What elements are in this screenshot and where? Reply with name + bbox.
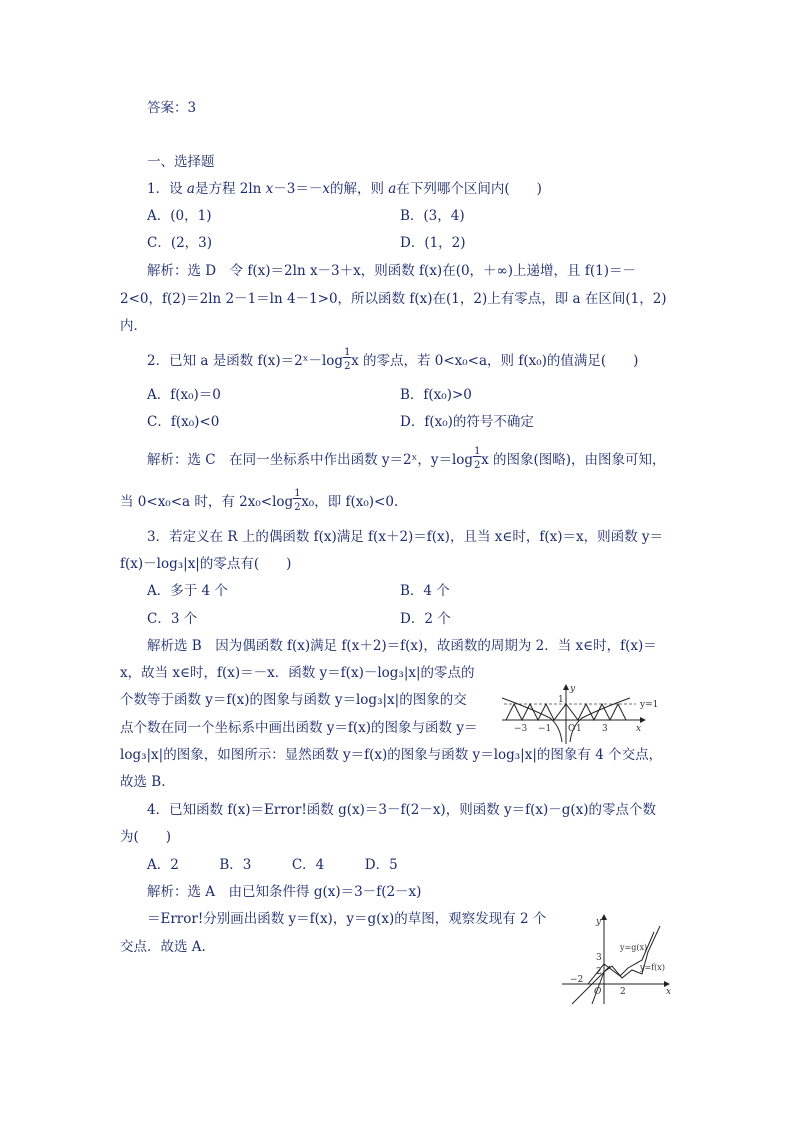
q4-solution-line3: 交点．故选 A.	[120, 939, 206, 955]
fraction-one-half: $\frac{1}{2}$	[294, 488, 301, 513]
q4-label-x: x	[666, 987, 672, 997]
q4-label-g: y=g(x)	[620, 943, 648, 952]
q3-label-x: x	[636, 724, 642, 734]
q1-solution-line2: 2<0，f(2)＝2ln 2－1＝ln 4－1>0，所以函数 f(x)在(1，2)上有零点，即 a 在区间(1，2)	[120, 291, 667, 307]
q4-solution-line2: ＝Error!分别画出函数 y＝f(x)，y＝g(x)的草图，观察发现有 2 个	[147, 911, 547, 927]
q3-label-m3: −3	[514, 724, 528, 734]
q2-option-d: D．f(x₀)的符号不确定	[400, 414, 534, 430]
q1-option-a: A．(0，1)	[147, 208, 212, 224]
q3-label-origin: O	[568, 724, 576, 734]
q4-label-origin: O	[594, 987, 602, 997]
q4-label-f: y=f(x)	[640, 963, 665, 972]
q4-y-axis-arrow	[601, 914, 607, 920]
q4-label-3: 3	[596, 953, 602, 963]
q3-stem-line1: 3．若定义在 R 上的偶函数 f(x)满足 f(x＋2)＝f(x)，且当 x∈时，f(x)＝x，则函数 y＝	[147, 529, 664, 545]
q2-option-b: B．f(x₀)>0	[400, 387, 472, 403]
q4-stem-line2: 为( )	[120, 829, 172, 845]
q3-option-b: B．4 个	[400, 583, 450, 599]
q3-solution-line4: 点个数在同一个坐标系中画出函数 y＝f(x)的图象与函数 y＝	[120, 720, 478, 736]
q3-solution-line3: 个数等于函数 y＝f(x)的图象与函数 y＝log₃|x|的图象的交	[120, 692, 467, 708]
section-title: 一、选择题	[147, 154, 215, 170]
q2-stem: 2．已知 a 是函数 f(x)＝2ˣ－log $\frac{1}{2}$ x 的零点，若 0<x₀<a，则 f(x₀)的值满足( )	[147, 347, 639, 372]
q1-option-b: B．(3，4)	[400, 208, 465, 224]
q4-label-y: y	[596, 917, 602, 927]
q4-options: A．2 B．3 C．4 D．5	[147, 857, 398, 873]
q3-solution-line1: 解析选 B 因为偶函数 f(x)满足 f(x＋2)＝f(x)，故函数的周期为 2．当 x∈时，f(x)＝	[147, 638, 657, 654]
answer-line: 答案：3	[147, 100, 197, 116]
q4-stem-line1: 4．已知函数 f(x)＝Error!函数 g(x)＝3－f(2－x)，则函数 y＝f(x)－g(x)的零点个数	[147, 802, 657, 818]
q3-option-a: A．多于 4 个	[147, 583, 228, 599]
q4-figure	[558, 912, 678, 1006]
q4-label-2x: 2	[620, 987, 626, 997]
q1-option-d: D．(1，2)	[400, 235, 466, 251]
q3-label-1x: 1	[576, 724, 582, 734]
fraction-one-half: $\frac{1}{2}$	[474, 446, 481, 471]
q3-label-1: 1	[558, 695, 564, 705]
q3-solution-line2: x，故当 x∈时，f(x)＝－x．函数 y＝f(x)－log₃|x|的零点的	[120, 665, 475, 681]
q3-solution-line5: log₃|x|的图象，如图所示：显然函数 y＝f(x)的图象与函数 y＝log₃|x|的图象有 4 个交点，	[120, 747, 663, 763]
q3-y-axis-arrow	[563, 684, 569, 690]
q2-option-c: C．f(x₀)<0	[147, 414, 220, 430]
q1-solution-line1: 解析：选 D 令 f(x)＝2ln x－3＋x，则函数 f(x)在(0，＋∞)上递增，且 f(1)＝－	[147, 263, 636, 279]
q3-x-axis-arrow	[640, 717, 646, 723]
q1-solution-line3: 内．	[120, 318, 147, 334]
q1-stem: 1．设 a是方程 2ln x－3＝－x的解，则 a在下列哪个区间内( )	[147, 181, 542, 197]
q1-option-c: C．(2，3)	[147, 235, 213, 251]
q2-option-a: A．f(x₀)＝0	[147, 387, 221, 403]
q3-stem-line2: f(x)－log₃|x|的零点有( )	[120, 556, 292, 572]
q4-solution-line1: 解析：选 A 由已知条件得 g(x)＝3－f(2－x)	[147, 884, 422, 900]
q2-solution-line2: 当 0<x₀<a 时，有 2x₀<log $\frac{1}{2}$ x₀，即 f(x₀)<0.	[120, 488, 399, 513]
q3-option-c: C．3 个	[147, 611, 198, 627]
q3-label-m1: −1	[538, 724, 552, 734]
q4-label-2y: 2	[596, 967, 602, 977]
q2-solution-line1: 解析：选 C 在同一坐标系中作出函数 y＝2ˣ，y＝log $\frac{1}{2}$ x 的图象(图略)，由图象可知，	[147, 446, 666, 471]
q3-label-3: 3	[602, 724, 608, 734]
fraction-one-half: $\frac{1}{2}$	[344, 347, 351, 372]
q3-label-y: y	[570, 684, 576, 694]
q3-label-y1: y=1	[640, 700, 659, 710]
q3-option-d: D．2 个	[400, 611, 451, 627]
q3-solution-line6: 故选 B.	[120, 774, 166, 790]
q4-label-m2: −2	[570, 975, 584, 985]
q3-figure	[500, 682, 680, 746]
